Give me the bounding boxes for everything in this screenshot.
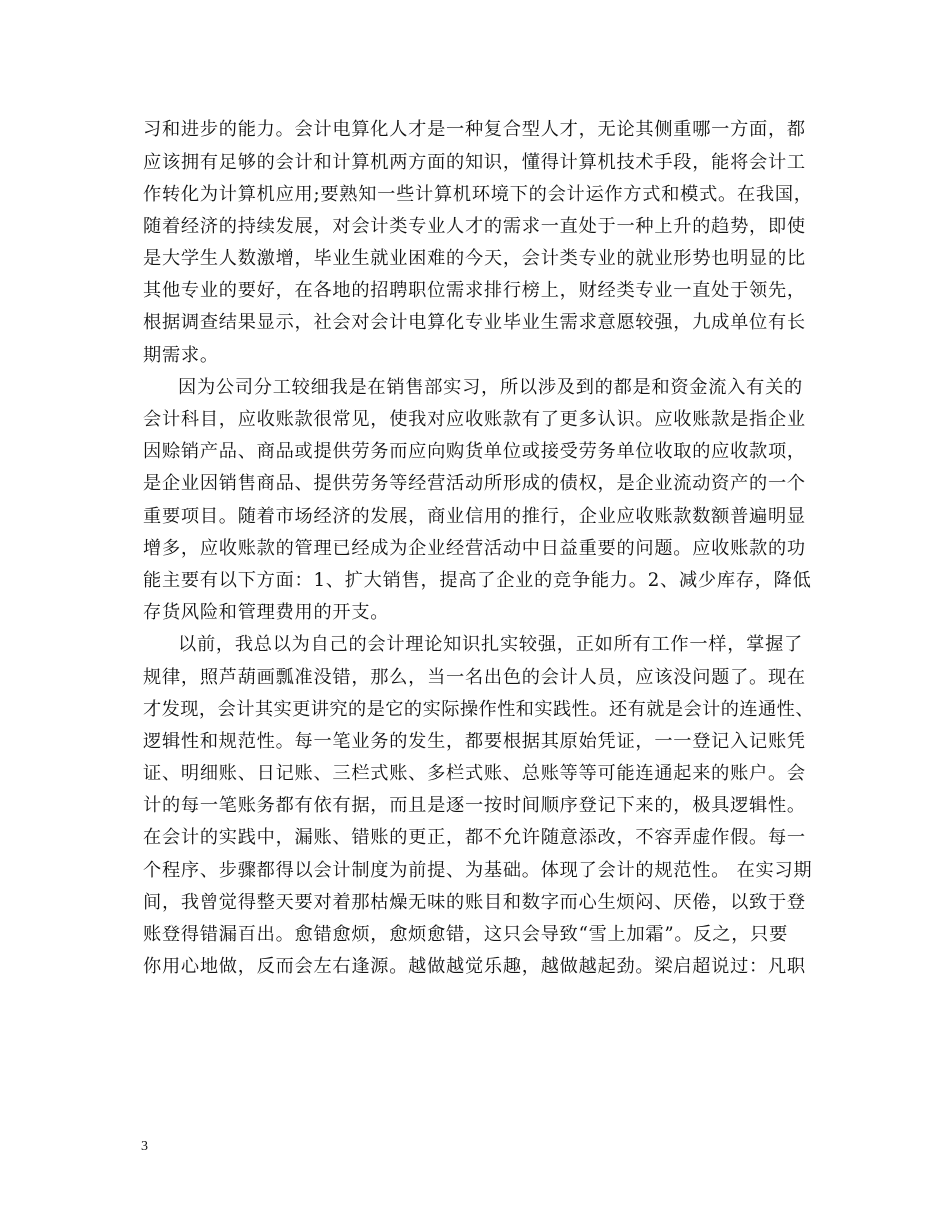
text-line: 才发现，会计其实更讲究的是它的实际操作性和实践性。还有就是会计的连通性、 <box>143 699 814 720</box>
text-line: 证、明细账、日记账、三栏式账、多栏式账、总账等等可能连通起来的账户。会 <box>143 763 806 784</box>
text-line: 在会计的实践中，漏账、错账的更正，都不允许随意添改，不容弄虚作假。每一 <box>143 827 806 848</box>
text-line: 计的每一笔账务都有依有据，而且是逐一按时间顺序登记下来的，极具逻辑性。 <box>143 795 806 816</box>
text-line: 随着经济的持续发展，对会计类专业人才的需求一直处于一种上升的趋势，即使 <box>143 216 806 237</box>
text-line: 间，我曾觉得整天要对着那枯燥无味的账目和数字而心生烦闷、厌倦，以致于登 <box>143 892 806 913</box>
text-line: 重要项目。随着市场经济的发展，商业信用的推行，企业应收账款数额普遍明显 <box>143 506 806 527</box>
text-line: 根据调查结果显示，社会对会计电算化专业毕业生需求意愿较强，九成单位有长 <box>143 312 806 333</box>
text-line: 账登得错漏百出。愈错愈烦，愈烦愈错，这只会导致“雪上加霜”。反之，只要 <box>143 924 789 945</box>
text-line: 习和进步的能力。会计电算化人才是一种复合型人才，无论其侧重哪一方面，都 <box>143 119 806 140</box>
text-line: 会计科目，应收账款很常见，使我对应收账款有了更多认识。应收账款是指企业 <box>143 409 806 430</box>
text-line: 是企业因销售商品、提供劳务等经营活动所形成的债权，是企业流动资产的一个 <box>143 473 806 494</box>
text-line: 是大学生人数激增，毕业生就业困难的今天，会计类专业的就业形势也明显的比 <box>143 248 806 269</box>
text-line: 增多，应收账款的管理已经成为企业经营活动中日益重要的问题。应收账款的功 <box>143 538 806 559</box>
text-line: 其他专业的要好，在各地的招聘职位需求排行榜上，财经类专业一直处于领先， <box>143 280 806 301</box>
text-line: 存货风险和管理费用的开支。 <box>143 602 390 623</box>
text-line: 因赊销产品、商品或提供劳务而应向购货单位或接受劳务单位收取的应收款项， <box>143 441 806 462</box>
text-line: 应该拥有足够的会计和计算机两方面的知识，懂得计算机技术手段，能将会计工 <box>143 152 806 173</box>
text-line: 因为公司分工较细我是在销售部实习，所以涉及到的都是和资金流入有关的 <box>178 377 803 398</box>
text-line: 作转化为计算机应用;要熟知一些计算机环境下的会计运作方式和模式。在我国， <box>143 184 813 205</box>
page-number: 3 <box>141 1139 148 1154</box>
text-line: 个程序、步骤都得以会计制度为前提、为基础。体现了会计的规范性。 在实习期 <box>143 860 813 881</box>
text-line: 你用心地做，反而会左右逢源。越做越觉乐趣，越做越起劲。梁启超说过：凡职 <box>143 956 806 977</box>
text-line: 规律，照芦葫画瓢准没错，那么，当一名出色的会计人员，应该没问题了。现在 <box>143 667 806 688</box>
text-line: 能主要有以下方面：1、扩大销售，提高了企业的竞争能力。2、减少库存，降低 <box>143 570 812 591</box>
text-line: 期需求。 <box>143 345 219 366</box>
text-line: 以前，我总以为自己的会计理论知识扎实较强，正如所有工作一样，掌握了 <box>178 634 803 655</box>
text-line: 逻辑性和规范性。每一笔业务的发生，都要根据其原始凭证，一一登记入记账凭 <box>143 731 806 752</box>
